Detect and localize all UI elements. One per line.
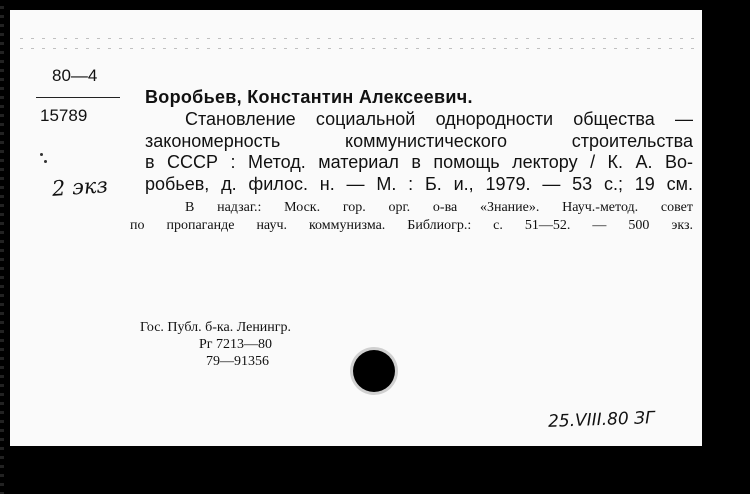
scan-noise-line	[20, 48, 702, 49]
description-line: робьев, д. филос. н. — М. : Б. и., 1979. — 53 с.; 19 см.	[145, 173, 693, 194]
catalog-card	[10, 10, 702, 446]
bibliographic-description	[145, 109, 693, 195]
punch-hole	[353, 350, 395, 392]
library-name: Гос. Публ. б-ка. Ленингр.	[140, 320, 292, 335]
scan-speck	[40, 153, 43, 156]
library-code: Рг 7213—80	[199, 337, 273, 352]
handwritten-date: 25.VIII.80 ЗГ	[547, 408, 655, 432]
bibliographic-notes	[130, 199, 693, 235]
index-divider	[36, 97, 120, 98]
scan-speck	[44, 160, 47, 163]
description-line: закономерность коммунистического строительства	[145, 130, 693, 151]
description-line: в СССР : Метод. материал в помощь лектору / К. А. Во-	[145, 152, 693, 172]
note-line: В надзаг.: Моск. гор. орг. о-ва «Знание». Науч.-метод. совет	[185, 200, 693, 215]
scan-noise-line	[20, 38, 702, 39]
description-line: Становление социальной однородности общества —	[185, 109, 693, 129]
handwritten-copies-note: 2 экз	[51, 173, 109, 201]
note-line: по пропаганде науч. коммунизма. Библиогр.: с. 51—52. — 500 экз.	[130, 218, 693, 233]
index-bottom: 15789	[40, 106, 88, 125]
author-heading: Воробьев, Константин Алексеевич.	[145, 87, 473, 107]
index-top: 80—4	[52, 66, 98, 85]
scan-edge-right	[700, 0, 750, 494]
scan-edge-left	[0, 0, 4, 494]
library-code: 79—91356	[206, 354, 269, 369]
